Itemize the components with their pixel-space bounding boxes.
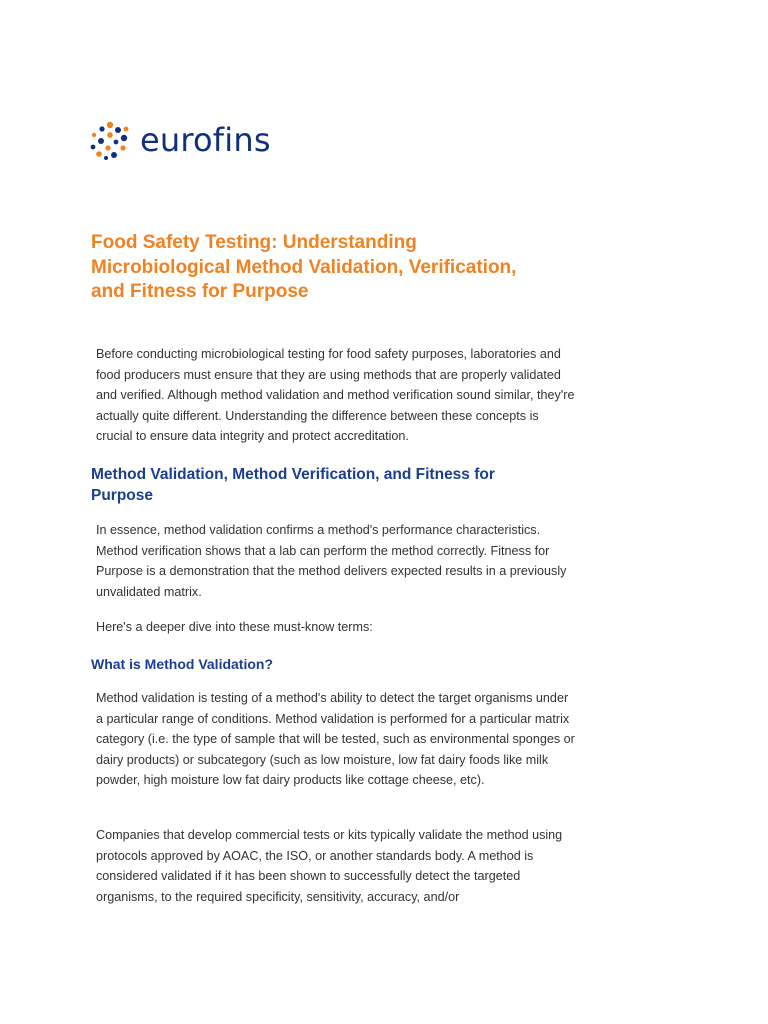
eurofins-wordmark: eurofins: [140, 121, 271, 159]
article-title: Food Safety Testing: Understanding Microbiological Method Validation, Verification, and Fitness for Purpose: [91, 232, 517, 302]
eurofins-logo: [90, 121, 271, 161]
intro-paragraph: Before conducting microbiological testing for food safety purposes, laboratories and food producers must ensure that they are using methods that are properly validated and verified. Although method validation and method verification sound similar, they're actually quite different. Understanding the difference between these concepts is crucial to ensure data integrity and protect accreditation.: [96, 347, 575, 443]
section1-paragraph-2: Here's a deeper dive into these must-know terms:: [96, 620, 373, 634]
section2-paragraph-2: Companies that develop commercial tests or kits typically validate the method using protocols approved by AOAC, the ISO, or another standards body. A method is considered validated if it has been shown to successfully detect the targeted organisms, to the required specificity, sensitivity, accuracy, and/or: [96, 828, 563, 904]
section-heading-validation-verification: Method Validation, Method Verification, and Fitness for Purpose: [91, 466, 495, 504]
eurofins-logo-mark-icon: [90, 121, 132, 161]
section1-paragraph-1: In essence, method validation confirms a method's performance characteristics. Method verification shows that a lab can perform the method correctly. Fitness for Purpose is a demonstration that the method delivers expected results in a previously unvalidated matrix.: [96, 523, 567, 599]
section-heading-what-is-validation: What is Method Validation?: [91, 656, 273, 672]
section2-paragraph-1: Method validation is testing of a method's ability to detect the target organisms under a particular range of conditions. Method validation is performed for a particular matrix category (i.e. the type of sample that will be tested, such as environmental sponges or dairy products) or subcategory (such as low moisture, low fat dairy foods like milk powder, high moisture low fat dairy products like cottage cheese, etc).: [96, 691, 575, 787]
